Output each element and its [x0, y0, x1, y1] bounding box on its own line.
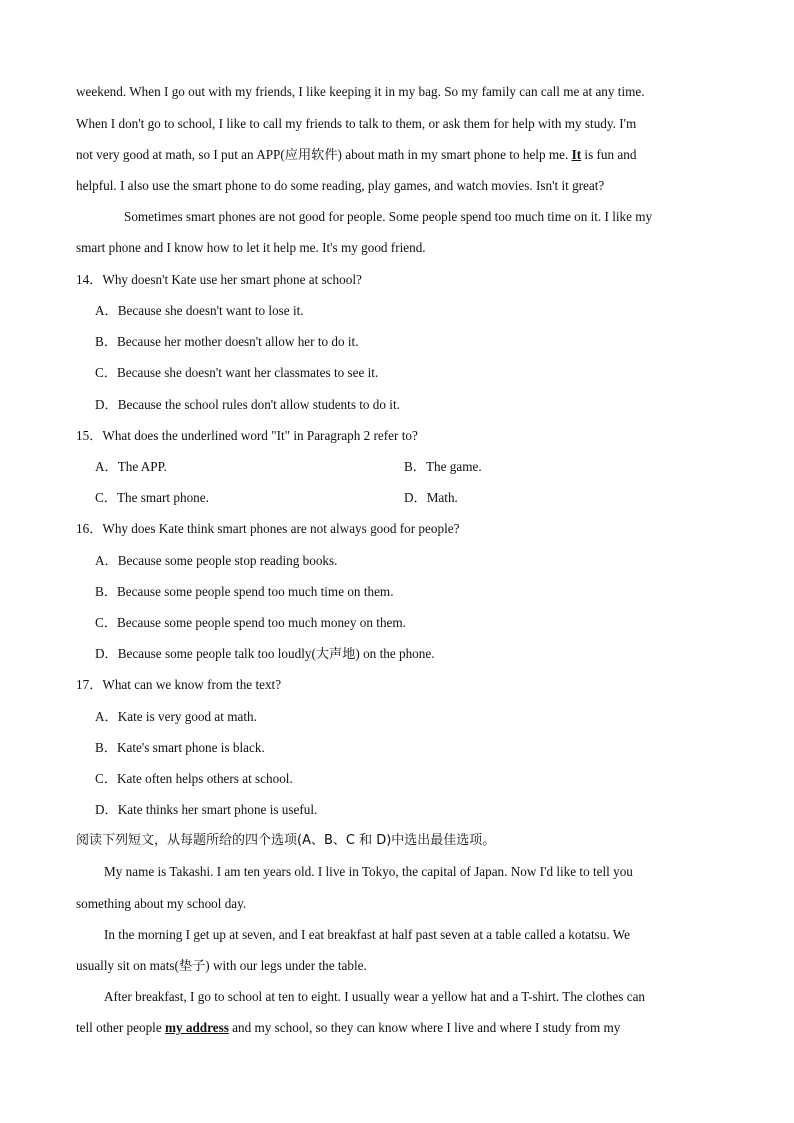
option-c[interactable]: C．Because she doesn't want her classmates to see it.	[95, 365, 379, 380]
passage-line: After breakfast, I go to school at ten to eight. I usually wear a yellow hat and a T-shirt. The clothes can	[104, 989, 646, 1004]
passage-line: Sometimes smart phones are not good for people. Some people spend too much time on it. I like my	[124, 209, 653, 224]
question-stem: 15．What does the underlined word "It" in Paragraph 2 refer to?	[76, 428, 418, 443]
option-c[interactable]: C．The smart phone.	[95, 490, 209, 505]
passage-line: something about my school day.	[76, 896, 247, 911]
passage-text: not very good at math, so I put an APP(应用软件) about math in my smart phone to help me.	[76, 147, 572, 162]
option-a[interactable]: A．The APP.	[95, 459, 167, 474]
passage-text: tell other people	[76, 1020, 165, 1035]
option-a[interactable]: A．Because some people stop reading books.	[95, 553, 338, 568]
passage-line: When I don't go to school, I like to call my friends to talk to them, or ask them for help with my study. I'm	[76, 116, 637, 131]
option-a[interactable]: A．Kate is very good at math.	[95, 709, 257, 724]
underlined-phrase: my address	[164, 1020, 229, 1035]
passage-line: helpful. I also use the smart phone to do some reading, play games, and watch movies. Isn't it great?	[76, 178, 605, 193]
passage-line	[76, 1019, 620, 1037]
section-instruction: 阅读下列短文，从每题所给的四个选项(A、B、C 和 D)中选出最佳选项。	[76, 833, 496, 848]
option-a[interactable]: A．Because she doesn't want to lose it.	[95, 303, 304, 318]
option-c[interactable]: C．Because some people spend too much money on them.	[95, 615, 406, 630]
option-b[interactable]: B．Because her mother doesn't allow her to do it.	[95, 334, 359, 349]
passage-line: weekend. When I go out with my friends, I like keeping it in my bag. So my family can call me at any time.	[76, 84, 645, 99]
option-d[interactable]: D．Because some people talk too loudly(大声地) on the phone.	[95, 646, 435, 661]
question-stem: 16．Why does Kate think smart phones are not always good for people?	[76, 521, 460, 536]
underlined-word: It	[571, 147, 582, 162]
option-d[interactable]: D．Kate thinks her smart phone is useful.	[95, 802, 318, 817]
passage-text: is fun and	[581, 147, 637, 162]
option-b[interactable]: B．Kate's smart phone is black.	[95, 740, 265, 755]
option-b[interactable]: B．The game.	[404, 459, 482, 474]
question-stem: 14．Why doesn't Kate use her smart phone at school?	[76, 272, 362, 287]
option-c[interactable]: C．Kate often helps others at school.	[95, 771, 293, 786]
passage-line: smart phone and I know how to let it help me. It's my good friend.	[76, 240, 426, 255]
passage-line: My name is Takashi. I am ten years old. I live in Tokyo, the capital of Japan. Now I'd like to tell you	[104, 864, 633, 879]
option-b[interactable]: B．Because some people spend too much time on them.	[95, 584, 394, 599]
question-stem: 17．What can we know from the text?	[76, 677, 282, 692]
option-d[interactable]: D．Math.	[404, 490, 458, 505]
passage-line: In the morning I get up at seven, and I eat breakfast at half past seven at a table called a kotatsu. We	[104, 927, 630, 942]
passage-text: and my school, so they can know where I live and where I study from my	[228, 1020, 621, 1035]
option-d[interactable]: D．Because the school rules don't allow students to do it.	[95, 397, 400, 412]
passage-line	[76, 146, 636, 164]
passage-line: usually sit on mats(垫子) with our legs under the table.	[76, 958, 367, 973]
